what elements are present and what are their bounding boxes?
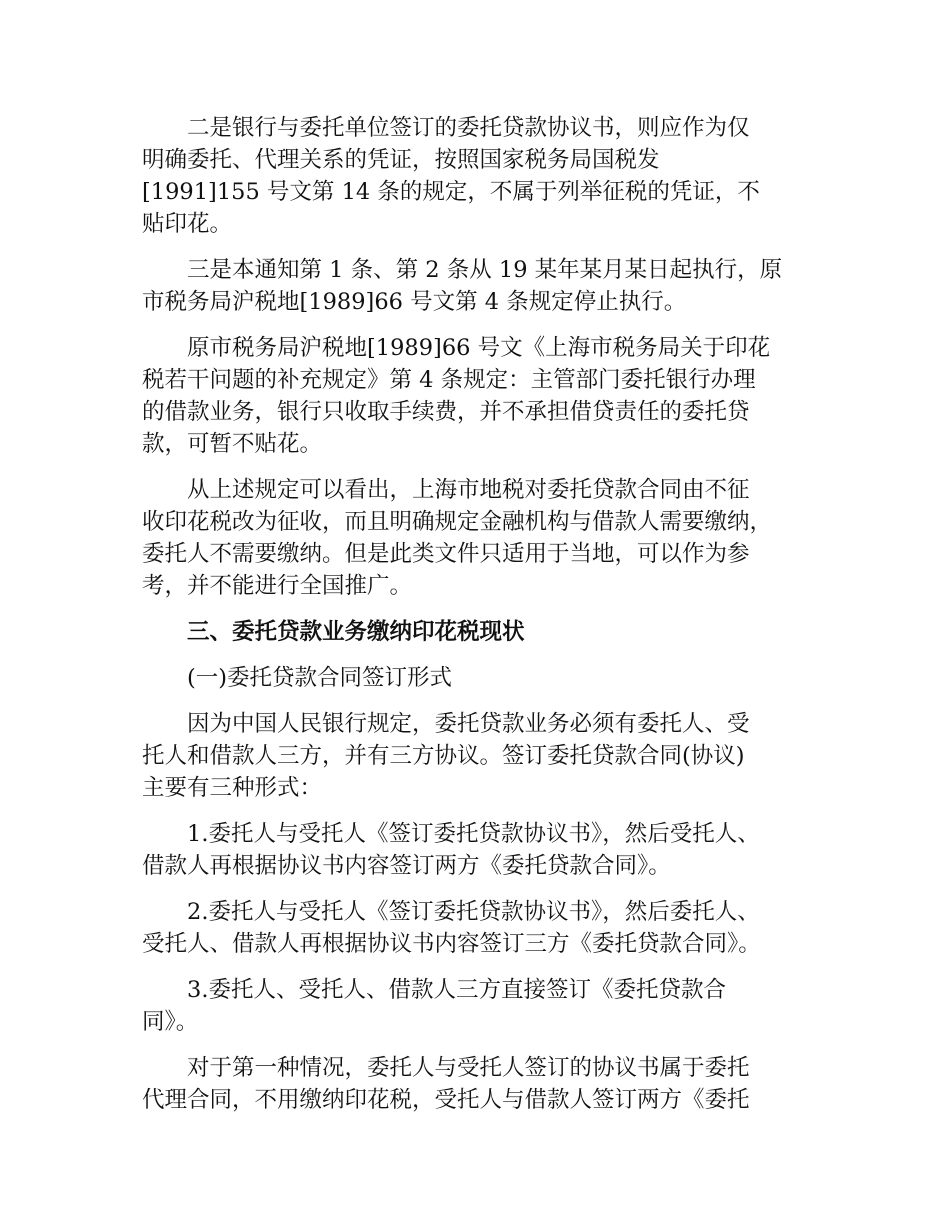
section-heading: 三、委托贷款业务缴纳印花税现状 xyxy=(187,619,525,645)
paragraph-effective-date xyxy=(142,254,827,318)
text-line: 托人和借款人三方，并有三方协议。签订委托贷款合同(协议) xyxy=(142,743,745,769)
text-line: 税若干问题的补充规定》第 4 条规定：主管部门委托银行办理 xyxy=(142,367,756,393)
text-line: 同》。 xyxy=(142,1009,199,1035)
text-line: 借款人再根据协议书内容签订两方《委托贷款合同》。 xyxy=(142,853,671,879)
text-line: 主要有三种形式： xyxy=(142,775,323,801)
paragraph-original-rule xyxy=(142,332,827,460)
text-line: 款，可暂不贴花。 xyxy=(142,431,323,457)
text-line: 贴印花。 xyxy=(142,211,233,237)
text-line: 收印花税改为征收，而且明确规定金融机构与借款人需要缴纳， xyxy=(142,509,773,535)
subsection-heading: (一)委托贷款合同签订形式 xyxy=(187,665,453,691)
text-line: 明确委托、代理关系的凭证，按照国家税务局国税发 xyxy=(142,147,660,173)
list-item-form-3 xyxy=(142,974,827,1038)
text-line: 受托人、借款人再根据协议书内容签订三方《委托贷款合同》。 xyxy=(142,931,761,957)
document-page xyxy=(142,112,827,1130)
list-item-form-1 xyxy=(142,818,827,882)
list-item-form-2 xyxy=(142,896,827,960)
text-line: 委托人不需要缴纳。但是此类文件只适用于当地，可以作为参 xyxy=(142,541,750,567)
text-line: 因为中国人民银行规定，委托贷款业务必须有委托人、受 xyxy=(187,711,750,737)
text-line: 三是本通知第 1 条、第 2 条从 19 某年某月某日起执行，原 xyxy=(187,257,783,283)
text-line: 的借款业务，银行只收取手续费，并不承担借贷责任的委托贷 xyxy=(142,399,750,425)
text-line: 原市税务局沪税地[1989]66 号文《上海市税务局关于印花 xyxy=(187,335,771,361)
text-line: 2.委托人与受托人《签订委托贷款协议书》，然后委托人、 xyxy=(187,899,760,925)
text-line: [1991]155 号文第 14 条的规定，不属于列举征税的凭证，不 xyxy=(142,179,760,205)
text-line: 3.委托人、受托人、借款人三方直接签订《委托贷款合 xyxy=(187,977,726,1003)
paragraph-conclusion xyxy=(142,474,827,602)
text-line: 考，并不能进行全国推广。 xyxy=(142,573,413,599)
paragraph-first-case xyxy=(142,1052,827,1116)
paragraph-three-parties xyxy=(142,708,827,804)
text-line: 从上述规定可以看出，上海市地税对委托贷款合同由不征 xyxy=(187,477,750,503)
text-line: 代理合同，不用缴纳印花税，受托人与借款人签订两方《委托 xyxy=(142,1087,750,1113)
paragraph-bank-agreement xyxy=(142,112,827,240)
text-line: 市税务局沪税地[1989]66 号文第 4 条规定停止执行。 xyxy=(142,289,687,315)
text-line: 1.委托人与受托人《签订委托贷款协议书》，然后受托人、 xyxy=(187,821,760,847)
text-line: 二是银行与委托单位签订的委托贷款协议书，则应作为仅 xyxy=(187,115,750,141)
text-line: 对于第一种情况，委托人与受托人签订的协议书属于委托 xyxy=(187,1055,750,1081)
